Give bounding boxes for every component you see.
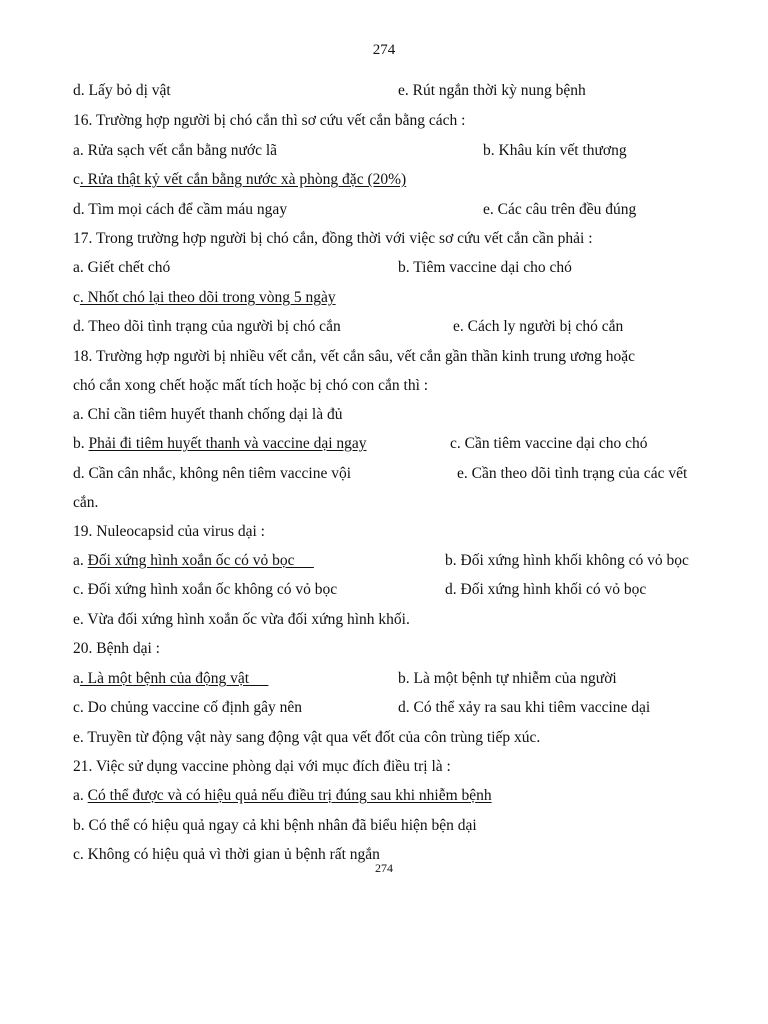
q18b-prefix: b. (73, 435, 89, 452)
page-number-top: 274 (372, 42, 396, 58)
question-21: 21. Việc sử dụng vaccine phòng dại với mục đích điều trị là : (73, 758, 451, 775)
question-19: 19. Nuleocapsid của virus dại : (73, 523, 265, 540)
q17c-answer: . Nhốt chó lại theo dõi trong vòng 5 ngày (79, 289, 336, 306)
q16-option-d: d. Tìm mọi cách để cầm máu ngay (73, 201, 288, 218)
q19-option-e: e. Vừa đối xứng hình xoắn ốc vừa đối xứng hình khối. (73, 611, 410, 628)
q17-option-b: b. Tiêm vaccine dại cho chó (398, 259, 572, 276)
q16-option-a: a. Rửa sạch vết cắn bằng nước lã (73, 142, 278, 159)
q17c-prefix: c (73, 289, 80, 306)
q21-option-c: c. Không có hiệu quả vì thời gian ủ bệnh rất ngắn (73, 846, 380, 863)
q16c-answer: . Rửa thật kỷ vết cắn bằng nước xà phòng đặc (20%) (79, 171, 407, 188)
q19a-answer: Đối xứng hình xoắn ốc có vỏ bọc (87, 552, 314, 569)
question-20: 20. Bệnh dại : (73, 640, 160, 657)
q20-option-d: d. Có thể xảy ra sau khi tiêm vaccine dại (398, 699, 651, 716)
q19-option-a (73, 551, 314, 571)
q20-option-a (73, 669, 268, 689)
q18-option-d: d. Cần cân nhắc, không nên tiêm vaccine vội (73, 465, 352, 482)
q18-option-c: c. Cần tiêm vaccine dại cho chó (450, 435, 648, 452)
q18-option-e: e. Cần theo dõi tình trạng của các vết (457, 465, 688, 482)
q20-option-c: c. Do chủng vaccine cố định gây nên (73, 699, 302, 716)
q20-option-e: e. Truyền từ động vật này sang động vật qua vết đốt của côn trùng tiếp xúc. (73, 729, 541, 746)
q16c-prefix: c (73, 171, 80, 188)
q19-option-d: d. Đối xứng hình khối có vỏ bọc (445, 581, 647, 598)
q17-option-e: e. Cách ly người bị chó cắn (453, 318, 624, 335)
q21-option-a (73, 786, 492, 806)
option-e-prev: e. Rút ngắn thời kỳ nung bệnh (398, 82, 586, 99)
q18b-answer: Phải đi tiêm huyết thanh và vaccine dại ngay (88, 435, 367, 452)
q18-option-a: a. Chỉ cần tiêm huyết thanh chống dại là đủ (73, 406, 343, 423)
page-number-bottom: 274 (375, 861, 393, 875)
q17-option-a: a. Giết chết chó (73, 259, 171, 276)
q20-option-b: b. Là một bệnh tự nhiễm của người (398, 670, 617, 687)
q20a-prefix: a (73, 670, 80, 687)
q17-option-c (73, 288, 336, 308)
q17-option-d: d. Theo dõi tình trạng của người bị chó cắn (73, 318, 341, 335)
q21-option-b: b. Có thể có hiệu quả ngay cả khi bệnh nhân đã biểu hiện bện dại (73, 817, 477, 834)
question-18-line-1: 18. Trường hợp người bị nhiều vết cắn, vết cắn sâu, vết cắn gần thần kinh trung ương hoặc (73, 348, 636, 365)
option-d-prev: d. Lấy bỏ dị vật (73, 82, 171, 99)
q19-option-b: b. Đối xứng hình khối không có vỏ bọc (445, 552, 689, 569)
q21a-prefix: a. (73, 787, 88, 804)
q16-option-e: e. Các câu trên đều đúng (483, 201, 637, 218)
q19a-prefix: a. (73, 552, 88, 569)
question-18-line-2: chó cắn xong chết hoặc mất tích hoặc bị chó con cắn thì : (73, 377, 429, 394)
q16-option-c (73, 170, 406, 190)
q16-option-b: b. Khâu kín vết thương (483, 142, 627, 159)
question-17: 17. Trong trường hợp người bị chó cắn, đồng thời với việc sơ cứu vết cắn cần phải : (73, 230, 593, 247)
q20a-answer: . Là một bệnh của động vật (79, 670, 269, 687)
q18-option-e-cont: cắn. (73, 494, 99, 511)
q21a-answer: Có thể được và có hiệu quả nếu điều trị đúng sau khi nhiễm bệnh (87, 787, 492, 804)
q19-option-c: c. Đối xứng hình xoắn ốc không có vỏ bọc (73, 581, 338, 598)
q18-option-b (73, 434, 367, 454)
question-16: 16. Trường hợp người bị chó cắn thì sơ cứu vết cắn bằng cách : (73, 112, 466, 129)
